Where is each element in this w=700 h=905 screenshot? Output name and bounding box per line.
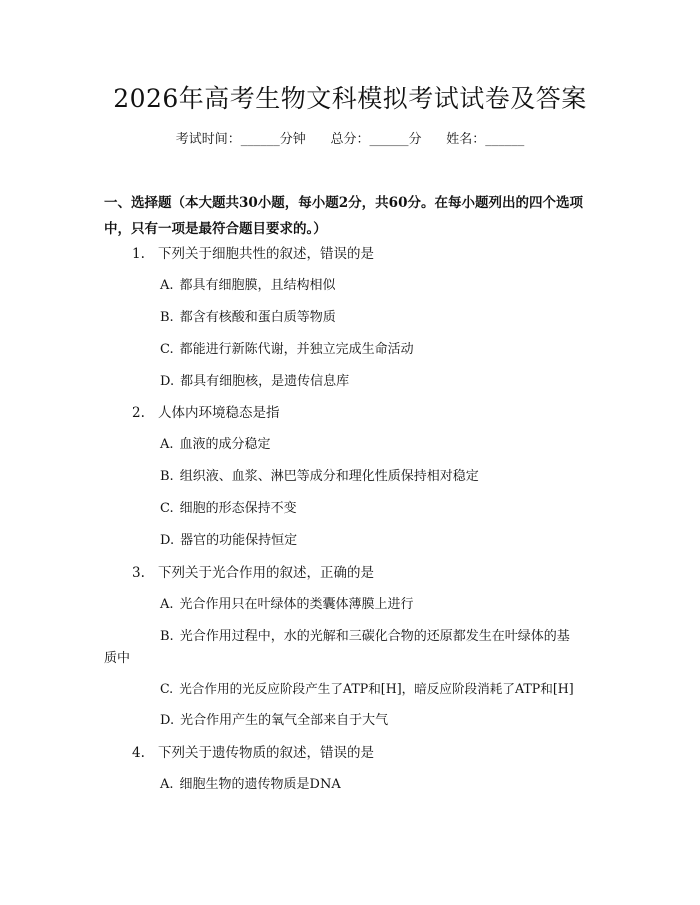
option — [160, 308, 336, 328]
question-number: 1. — [132, 246, 145, 262]
option-text: 光合作用产生的氧气全部来自于大气 — [180, 713, 389, 728]
option-text: 都具有细胞膜，且结构相似 — [179, 278, 336, 293]
option — [160, 679, 574, 699]
option-text: 都能进行新陈代谢，并独立完成生命活动 — [179, 342, 414, 357]
option — [160, 435, 271, 455]
option-label: D. — [160, 533, 175, 548]
option-label: C. — [160, 681, 174, 696]
option — [160, 775, 341, 795]
option-text: 都具有细胞核，是遗传信息库 — [180, 374, 350, 389]
option-text: 组织液、血浆、淋巴等成分和理化性质保持相对稳定 — [179, 469, 479, 484]
section-heading: 一、选择题（本大题共30小题，每小题2分，共60分。在每小题列出的四个选项中，只有一项是最符合题目要求的。） — [104, 195, 583, 237]
option-label: A. — [160, 437, 174, 452]
option-text: 细胞的形态保持不变 — [179, 501, 297, 516]
option-label: D. — [160, 713, 175, 728]
option — [160, 372, 349, 392]
exam-title: 2026年高考生物文科模拟考试试卷及答案 — [113, 84, 587, 113]
option-label: C. — [160, 501, 174, 516]
option-continuation: 质中 — [104, 651, 131, 666]
question-1 — [132, 244, 374, 264]
option — [160, 340, 414, 360]
option — [160, 595, 414, 615]
option-label: B. — [160, 629, 174, 644]
question-number: 3. — [132, 565, 145, 581]
option-label: A. — [160, 597, 174, 612]
option — [160, 531, 297, 551]
option-text: 光合作用过程中，水的光解和三碳化合物的还原都发生在叶绿体的基 — [179, 629, 570, 644]
option-label: A. — [160, 278, 174, 293]
option-text: 都含有核酸和蛋白质等物质 — [179, 310, 336, 325]
option — [160, 467, 479, 487]
option-label: A. — [160, 777, 174, 792]
option — [160, 276, 336, 296]
question-text: 下列关于细胞共性的叙述，错误的是 — [158, 246, 374, 262]
option — [160, 711, 388, 731]
option-text: 细胞生物的遗传物质是DNA — [179, 777, 341, 792]
question-text: 下列关于光合作用的叙述，正确的是 — [158, 565, 374, 581]
option-label: D. — [160, 374, 175, 389]
question-text: 人体内环境稳态是指 — [158, 405, 280, 421]
question-4 — [132, 743, 374, 763]
question-text: 下列关于遗传物质的叙述，错误的是 — [158, 745, 374, 761]
question-number: 4. — [132, 745, 145, 761]
option-text: 器官的功能保持恒定 — [180, 533, 298, 548]
option-label: B. — [160, 310, 174, 325]
exam-meta-line: 考试时间：______分钟 总分：______分 姓名：______ — [175, 132, 525, 147]
option-label: B. — [160, 469, 174, 484]
question-number: 2. — [132, 405, 145, 421]
option-text: 光合作用的光反应阶段产生了ATP和[H]，暗反应阶段消耗了ATP和[H] — [179, 681, 574, 696]
question-2 — [132, 403, 280, 423]
option-text: 血液的成分稳定 — [179, 437, 271, 452]
option — [160, 627, 570, 647]
question-3 — [132, 563, 374, 583]
option-text: 光合作用只在叶绿体的类囊体薄膜上进行 — [179, 597, 414, 612]
option-label: C. — [160, 342, 174, 357]
option — [160, 499, 297, 519]
